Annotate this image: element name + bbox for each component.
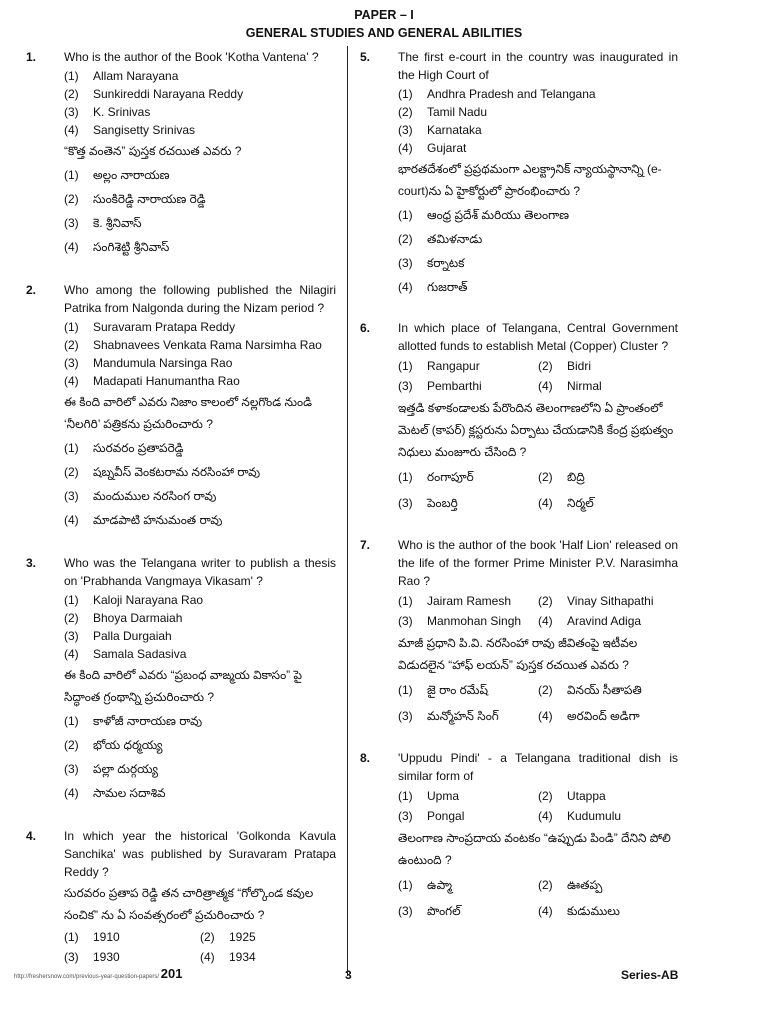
option [64, 187, 336, 211]
question-text-en: In which year the historical 'Golkonda Kavula Sanchika' was published by Suravaram Pratapa Reddy ? [64, 829, 336, 879]
option [398, 611, 538, 631]
option-text: రంగాపూర్ [427, 470, 474, 484]
option-number: (1) [64, 441, 79, 455]
option-number: (3) [64, 489, 79, 503]
option [64, 508, 336, 532]
question-body [64, 48, 336, 259]
option-number: (2) [200, 930, 215, 944]
option [64, 645, 336, 663]
option-number: (4) [538, 614, 553, 628]
option [64, 484, 336, 508]
option-number: (3) [398, 256, 413, 270]
option-text: 1930 [93, 950, 120, 964]
option-number: (3) [398, 904, 413, 918]
question-text-en: Who among the following published the Nilagiri Patrika from Nalgonda during the Nizam period ? [64, 283, 336, 315]
options-grid-en [398, 786, 678, 826]
option-number: (4) [64, 123, 79, 137]
option [64, 460, 336, 484]
question-text-te: ఇత్తడి కళాకండాలకు పేరొందిన తెలంగాణలోని ఏ ప్రాంతంలో మెటల్ (కాపర్) క్లస్టరును ఏర్పాటు చేయడానికి కేంద్ర ప్రభుత్వం నిధులు మంజూరు చేసింది ? [398, 401, 674, 459]
option-text: Samala Sadasiva [93, 647, 187, 661]
question-number: 8. [360, 751, 371, 765]
option-number: (1) [64, 168, 79, 182]
option-number: (2) [64, 87, 79, 101]
option-text: 1925 [229, 930, 256, 944]
option-text: కుడుములు [567, 904, 620, 918]
option [64, 781, 336, 805]
option-number: (4) [64, 374, 79, 388]
option-number: (4) [398, 141, 413, 155]
series-label: Series-AB [621, 968, 679, 982]
option-text: Kudumulu [567, 809, 622, 823]
option [538, 356, 678, 376]
question-body [398, 749, 678, 924]
question-body [398, 48, 678, 299]
option-text: Aravind Adiga [567, 614, 642, 628]
option-text: ఆంధ్ర ప్రదేశ్ మరియు తెలంగాణ [427, 208, 570, 222]
option-number: (2) [538, 683, 553, 697]
option-text: వినయ్ సీతాపతి [567, 683, 642, 697]
option-text: కర్నాటక [427, 256, 465, 270]
option [538, 872, 678, 898]
option-number: (4) [538, 379, 553, 393]
option [538, 703, 678, 729]
option-number: (1) [398, 683, 413, 697]
option-number: (4) [64, 240, 79, 254]
option-number: (2) [538, 878, 553, 892]
options-grid [64, 927, 336, 967]
question-body [64, 554, 336, 805]
option-number: (3) [398, 614, 413, 628]
option-number: (1) [398, 87, 413, 101]
option [64, 609, 336, 627]
option [64, 757, 336, 781]
option-text: పెంబర్తి [427, 496, 458, 510]
question-text-en: Who was the Telangana writer to publish a thesis on 'Prabhanda Vangmaya Vikasam' ? [64, 556, 336, 588]
option [538, 376, 678, 396]
option-number: (1) [64, 714, 79, 728]
option-text: మందుముల నరసింగ రావు [93, 489, 217, 503]
option-number: (3) [398, 496, 413, 510]
option-text: మన్మోహన్ సింగ్ [427, 709, 499, 723]
option-text: Kaloji Narayana Rao [93, 593, 204, 607]
option [398, 703, 538, 729]
option-text: Tamil Nadu [427, 105, 488, 119]
option-number: (2) [538, 470, 553, 484]
option-text: Utappa [567, 789, 606, 803]
option-number: (1) [398, 470, 413, 484]
option [64, 436, 336, 460]
option-text: Bhoya Darmaiah [93, 611, 183, 625]
option-text: Mandumula Narsinga Rao [93, 356, 233, 370]
option-text: ఉప్మా [427, 878, 452, 892]
option-text: అల్లం నారాయణ [93, 168, 170, 182]
option [398, 121, 678, 139]
option [64, 67, 336, 85]
option-number: (4) [538, 709, 553, 723]
option-text: అరవింద్ అడిగా [567, 709, 640, 723]
option [64, 85, 336, 103]
option-text: బిద్రి [567, 470, 585, 484]
question-4 [26, 827, 336, 967]
option [398, 227, 678, 251]
option [64, 163, 336, 187]
option-text: 1910 [93, 930, 120, 944]
paper-subject: GENERAL STUDIES AND GENERAL ABILITIES [245, 26, 523, 40]
question-text-te: ఈ కింది వారిలో ఎవరు నిజాం కాలంలో నల్లగొండ నుండి ‘నీలగిరి’ పత్రికను ప్రచురించారు ? [64, 395, 313, 431]
option-number: (1) [64, 593, 79, 607]
option [398, 376, 538, 396]
option-text: Shabnavees Venkata Rama Narsimha Rao [93, 338, 322, 352]
paper-title: PAPER – I [354, 8, 414, 22]
option-text: మాడపాటి హనుమంత రావు [93, 513, 223, 527]
option-number: (4) [538, 496, 553, 510]
option-text: సురవరం ప్రతాపరెడ్డి [93, 441, 184, 455]
question-2 [26, 281, 336, 532]
option-text: Sunkireddi Narayana Reddy [93, 87, 244, 101]
option [200, 947, 336, 967]
option-number: (2) [538, 359, 553, 373]
option-number: (4) [538, 809, 553, 823]
option-text: Upma [427, 789, 460, 803]
option-number: (3) [398, 809, 413, 823]
question-text-te: భారతదేశంలో ప్రప్రథమంగా ఎలక్ట్రానిక్ న్యాయస్థానాన్ని (e-court)ను ఏ హైకోర్టులో ప్రారంభించారు ? [398, 162, 662, 198]
page-number: 3 [345, 968, 352, 982]
option [64, 927, 200, 947]
option-number: (1) [64, 320, 79, 334]
option [398, 203, 678, 227]
option-text: సామల సదాశివ [93, 786, 166, 800]
question-number: 1. [26, 50, 37, 64]
option [64, 103, 336, 121]
option-text: తమిళనాడు [427, 232, 483, 246]
option [398, 872, 538, 898]
option-number: (1) [64, 69, 79, 83]
option-number: (1) [398, 789, 413, 803]
option-text: Pongal [427, 809, 465, 823]
option [538, 677, 678, 703]
question-8 [360, 749, 678, 924]
option-number: (3) [398, 123, 413, 137]
option-number: (2) [538, 789, 553, 803]
question-body [398, 536, 678, 729]
option [64, 336, 336, 354]
option-number: (4) [200, 950, 215, 964]
option-number: (1) [398, 208, 413, 222]
option-number: (1) [398, 594, 413, 608]
option [398, 251, 678, 275]
option-number: (2) [64, 738, 79, 752]
option [538, 786, 678, 806]
question-1 [26, 48, 336, 259]
question-text-en: The first e-court in the country was inaugurated in the High Court of [398, 50, 678, 82]
question-3 [26, 554, 336, 805]
option-text: Karnataka [427, 123, 482, 137]
footer-code: 201 [160, 966, 183, 981]
option-number: (3) [64, 105, 79, 119]
option-text: 1934 [229, 950, 256, 964]
option-text: గుజరాత్ [427, 280, 468, 294]
column-divider [347, 46, 348, 976]
question-6 [360, 319, 678, 516]
option-number: (2) [64, 465, 79, 479]
question-text-te: తెలంగాణ సాంప్రదాయ వంటకం “ఉప్పుడు పిండి” దేనిని పోలి ఉంటుంది ? [398, 831, 671, 867]
option [64, 733, 336, 757]
option [538, 806, 678, 826]
question-number: 7. [360, 538, 371, 552]
option [64, 627, 336, 645]
option-number: (2) [64, 192, 79, 206]
option [538, 591, 678, 611]
option-text: Manmohan Singh [427, 614, 522, 628]
option [398, 85, 678, 103]
option-number: (3) [64, 216, 79, 230]
option [538, 490, 678, 516]
option [64, 709, 336, 733]
option-number: (3) [64, 629, 79, 643]
option-text: కె. శ్రీనివాస్ [93, 216, 142, 230]
option [398, 677, 538, 703]
question-text-en: Who is the author of the book 'Half Lion' released on the life of the former Prime Minister P.V. Narasimha Rao ? [398, 538, 678, 588]
question-number: 6. [360, 321, 371, 335]
option-number: (3) [64, 356, 79, 370]
option-text: K. Srinivas [93, 105, 151, 119]
question-text-en: Who is the author of the Book 'Kotha Vantena' ? [64, 50, 319, 64]
option-text: Allam Narayana [93, 69, 179, 83]
question-body [398, 319, 678, 516]
option-text: నిర్మల్ [567, 496, 594, 510]
option-text: భోయ ధర్మయ్య [93, 738, 163, 752]
option [538, 898, 678, 924]
option-text: Madapati Hanumantha Rao [93, 374, 240, 388]
question-7 [360, 536, 678, 729]
option-number: (2) [538, 594, 553, 608]
option-text: Andhra Pradesh and Telangana [427, 87, 596, 101]
option-number: (3) [398, 379, 413, 393]
question-text-en: 'Uppudu Pindi' - a Telangana traditional dish is similar form of [398, 751, 678, 783]
options-grid-en [398, 356, 678, 396]
option [398, 898, 538, 924]
question-text-te: మాజీ ప్రధాని పి.వి. నరసింహా రావు జీవితంపై ఇటీవల విడుదలైన “హాఫ్ లయన్” పుస్తక రచయిత ఎవరు ? [398, 636, 638, 672]
left-column [26, 48, 336, 985]
option-text: Palla Durgaiah [93, 629, 172, 643]
option [64, 354, 336, 372]
option-text: పొంగల్ [427, 904, 461, 918]
option [538, 611, 678, 631]
option-text: Sangisetty Srinivas [93, 123, 196, 137]
footer-left [14, 966, 182, 985]
option [200, 927, 336, 947]
option-text: సంగిశెట్టి శ్రీనివాస్ [93, 240, 170, 254]
option-number: (1) [398, 359, 413, 373]
options-grid-te [398, 464, 678, 516]
option-text: Suravaram Pratapa Reddy [93, 320, 236, 334]
option [64, 121, 336, 139]
option [64, 211, 336, 235]
option-number: (4) [64, 647, 79, 661]
option [398, 275, 678, 299]
option-number: (4) [64, 786, 79, 800]
option-number: (3) [64, 762, 79, 776]
question-number: 4. [26, 829, 37, 843]
option [398, 139, 678, 157]
option [64, 235, 336, 259]
question-number: 2. [26, 283, 37, 297]
question-number: 5. [360, 50, 371, 64]
option-text: Jairam Ramesh [427, 594, 512, 608]
option [398, 591, 538, 611]
footer-url: http://freshersnow.com/previous-year-question-papers/ [14, 974, 160, 980]
option-number: (4) [538, 904, 553, 918]
option [64, 318, 336, 336]
question-body [64, 827, 336, 967]
option-text: Rangapur [427, 359, 480, 373]
option-text: పల్లా దుర్గయ్య [93, 762, 158, 776]
option-text: ఊతప్ప [567, 878, 603, 892]
option [398, 356, 538, 376]
option-text: కాళోజీ నారాయణ రావు [93, 714, 203, 728]
option-text: Vinay Sithapathi [567, 594, 654, 608]
question-text-en: In which place of Telangana, Central Government allotted funds to establish Metal (Copper) Cluster ? [398, 321, 678, 353]
option [398, 490, 538, 516]
question-body [64, 281, 336, 532]
option-number: (4) [64, 513, 79, 527]
option-text: Pembarthi [427, 379, 482, 393]
option-number: (2) [64, 338, 79, 352]
question-text-te: “కొత్త వంతెన” పుస్తక రచయిత ఎవరు ? [64, 144, 242, 158]
option [64, 591, 336, 609]
option-number: (3) [64, 950, 79, 964]
option-number: (3) [398, 709, 413, 723]
option-text: Nirmal [567, 379, 602, 393]
option-text: షబ్నవీస్ వెంకటరామ నరసింహా రావు [93, 465, 261, 479]
option-number: (2) [398, 232, 413, 246]
option [398, 786, 538, 806]
options-grid-en [398, 591, 678, 631]
option-number: (2) [64, 611, 79, 625]
option-text: Bidri [567, 359, 592, 373]
option [64, 372, 336, 390]
option-text: సుంకిరెడ్డి నారాయణ రెడ్డి [93, 192, 206, 206]
option [538, 464, 678, 490]
option-text: జై రాం రమేష్ [427, 683, 489, 697]
option [398, 103, 678, 121]
question-number: 3. [26, 556, 37, 570]
right-column [360, 48, 678, 942]
options-grid-te [398, 872, 678, 924]
question-5 [360, 48, 678, 299]
option-number: (1) [64, 930, 79, 944]
option-number: (1) [398, 878, 413, 892]
question-text-te: సురవరం ప్రతాప రెడ్డి తన చారిత్రాత్మక “గోల్కొండ కవుల సంచిక” ను ఏ సంవత్సరంలో ప్రచురించారు ? [64, 886, 314, 922]
option-text: Gujarat [427, 141, 467, 155]
option [398, 464, 538, 490]
option-number: (4) [398, 280, 413, 294]
option [398, 806, 538, 826]
options-grid-te [398, 677, 678, 729]
option-number: (2) [398, 105, 413, 119]
question-text-te: ఈ కింది వారిలో ఎవరు “ప్రబంధ వాఙ్మయ వికాసం” పై సిద్ధాంత గ్రంథాన్ని ప్రచురించారు ? [64, 668, 303, 704]
option [64, 947, 200, 967]
